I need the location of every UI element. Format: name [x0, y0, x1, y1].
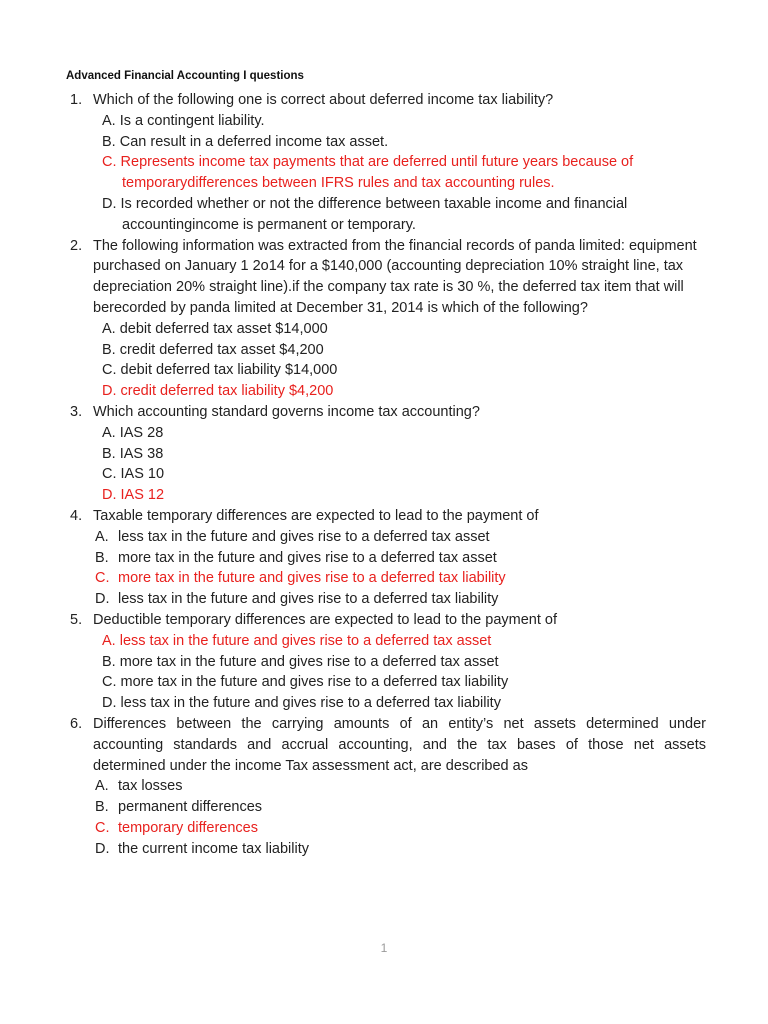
option-a-correct [93, 631, 706, 652]
option-label: B. [95, 549, 109, 566]
option-text: IAS 10 [120, 466, 165, 483]
option-label: B. [102, 133, 116, 150]
option-a [93, 527, 706, 548]
option-label: B. [102, 445, 116, 462]
option-text: more tax in the future and gives rise to a deferred tax asset [118, 549, 497, 566]
option-d [93, 839, 706, 860]
option-text: IAS 28 [119, 424, 164, 441]
question-number: 2. [70, 237, 83, 254]
option-text: debit deferred tax liability $14,000 [120, 362, 338, 379]
option-d-correct [93, 485, 706, 506]
question-list [66, 90, 706, 859]
question-text: Deductible temporary differences are expected to lead to the payment of [93, 611, 558, 628]
option-text: credit deferred tax liability $4,200 [120, 383, 334, 400]
question-text: Taxable temporary differences are expected to lead to the payment of [93, 507, 539, 524]
option-label: C. [95, 819, 110, 836]
option-b [93, 652, 706, 673]
option-label: A. [102, 112, 116, 129]
option-a [93, 319, 706, 340]
question-5 [66, 610, 706, 714]
option-label: C. [95, 570, 110, 587]
question-text: The following information was extracted from the financial records of panda limited: equipment purchased on January 1 2o14 for a $140,000 (accounting depreciation 10% straight line, tax depreciation 20% straight line).if the company tax rate is 30 %, the deferred tax item that will berecorded by panda limited at December 31, 2014 is which of the following? [93, 237, 697, 316]
option-text: Can result in a deferred income tax asset. [119, 133, 389, 150]
option-c-correct [93, 568, 706, 589]
option-text: IAS 38 [119, 445, 164, 462]
question-4 [66, 506, 706, 610]
option-text: Is recorded whether or not the difference between taxable income and financial accountingincome is permanent or temporary. [120, 195, 628, 233]
option-d [93, 194, 706, 236]
question-number: 6. [70, 715, 83, 732]
option-label: A. [95, 528, 109, 545]
option-b [93, 548, 706, 569]
option-c [93, 672, 706, 693]
option-text: permanent differences [118, 799, 263, 816]
question-number: 5. [70, 611, 83, 628]
option-b [93, 132, 706, 153]
option-a [93, 423, 706, 444]
option-c-correct [93, 818, 706, 839]
option-label: A. [102, 632, 116, 649]
option-text: more tax in the future and gives rise to a deferred tax liability [118, 570, 506, 587]
option-b [93, 340, 706, 361]
question-text: Differences between the carrying amounts of an entity’s net assets determined under accounting standards and accrual accounting, and the tax bases of those net assets determined under the income Tax assessment act, are described as [93, 715, 706, 774]
option-label: D. [102, 695, 117, 712]
option-label: D. [95, 591, 110, 608]
option-label: D. [102, 487, 117, 504]
option-label: C. [102, 362, 117, 379]
option-label: A. [102, 320, 116, 337]
option-b [93, 444, 706, 465]
option-text: tax losses [118, 778, 183, 795]
question-text: Which of the following one is correct about deferred income tax liability? [93, 92, 554, 108]
option-text: credit deferred tax asset $4,200 [119, 341, 324, 358]
option-text: debit deferred tax asset $14,000 [119, 320, 328, 337]
question-text: Which accounting standard governs income tax accounting? [93, 403, 480, 420]
question-number: 4. [70, 507, 83, 524]
option-label: C. [102, 674, 117, 691]
page-number: 1 [380, 941, 388, 955]
option-text: less tax in the future and gives rise to a deferred tax liability [118, 591, 499, 608]
option-text: less tax in the future and gives rise to a deferred tax asset [119, 632, 492, 649]
option-b [93, 797, 706, 818]
option-text: more tax in the future and gives rise to a deferred tax asset [119, 653, 499, 670]
option-text: less tax in the future and gives rise to a deferred tax asset [118, 528, 490, 545]
option-text: the current income tax liability [118, 840, 309, 857]
option-label: B. [95, 799, 109, 816]
question-number: 3. [70, 403, 83, 420]
option-c-correct [93, 152, 706, 194]
option-text: IAS 12 [120, 487, 165, 504]
question-2 [66, 236, 706, 402]
question-6 [66, 714, 706, 860]
option-label: C. [102, 466, 117, 483]
option-text: Represents income tax payments that are deferred until future years because of temporarydifferences between IFRS rules and tax accounting rules. [120, 154, 634, 192]
option-d [93, 693, 706, 714]
option-label: B. [102, 653, 116, 670]
option-label: A. [102, 424, 116, 441]
option-text: Is a contingent liability. [119, 112, 265, 129]
option-label: D. [102, 383, 117, 400]
question-number: 1. [70, 92, 83, 108]
option-text: less tax in the future and gives rise to a deferred tax liability [120, 695, 501, 712]
option-text: temporary differences [118, 819, 258, 836]
question-1 [66, 90, 706, 236]
option-label: D. [102, 195, 117, 212]
option-d [93, 589, 706, 610]
option-label: D. [95, 840, 110, 857]
question-3 [66, 402, 706, 506]
option-text: more tax in the future and gives rise to a deferred tax liability [120, 674, 509, 691]
option-d-correct [93, 381, 706, 402]
option-label: A. [95, 778, 109, 795]
option-c [93, 360, 706, 381]
option-a [93, 776, 706, 797]
option-label: B. [102, 341, 116, 358]
option-c [93, 464, 706, 485]
option-a [93, 111, 706, 132]
option-label: C. [102, 154, 117, 171]
document-title: Advanced Financial Accounting I questions [66, 70, 304, 82]
